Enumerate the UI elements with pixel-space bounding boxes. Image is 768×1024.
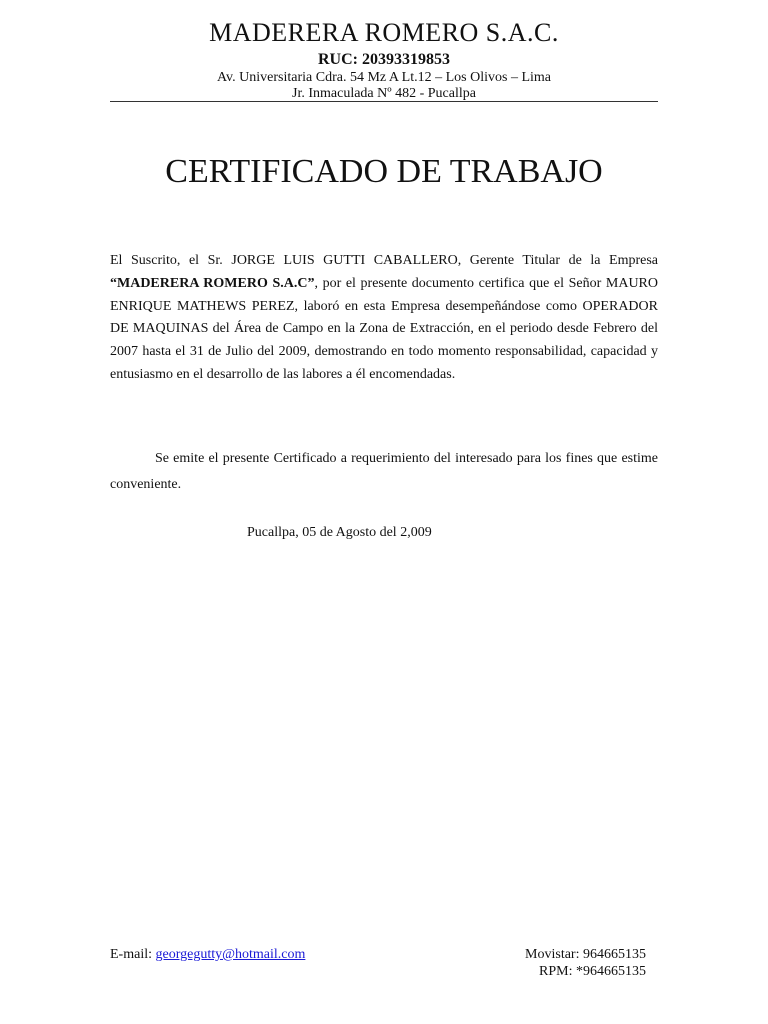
address-line-1: Av. Universitaria Cdra. 54 Mz A Lt.12 – Los Olivos – Lima <box>216 70 551 85</box>
paragraph-content: , por el presente documento certifica que el Señor MAURO ENRIQUE MATHEWS PEREZ, laboró en esta Empresa desempeñándose como OPERADOR DE MAQUINAS del Área de Campo en la Zona de Extracción, en el periodo desde Febrero del 2007 hasta el 31 de Julio del 2009, demostrando en todo momento responsabilidad, capacidad y entusiasmo en el desarrollo de las labores a él encomendadas. <box>110 275 658 382</box>
place-date: Pucallpa, 05 de Agosto del 2,009 <box>247 525 432 540</box>
certificate-paragraph <box>110 250 658 387</box>
letterhead <box>110 16 658 102</box>
rpm-phone: RPM: *964665135 <box>539 964 646 979</box>
movistar-phone: Movistar: 964665135 <box>525 947 646 962</box>
ruc-number: RUC: 20393319853 <box>318 51 450 68</box>
address-line-2: Jr. Inmaculada Nº 482 - Pucallpa <box>292 86 476 101</box>
email-link[interactable]: georgegutty@hotmail.com <box>155 947 306 962</box>
header-divider <box>110 101 658 102</box>
document-title: CERTIFICADO DE TRABAJO <box>165 153 603 190</box>
closing-paragraph: Se emite el presente Certificado a requerimiento del interesado para los fines que estime conveniente. <box>110 451 658 492</box>
paragraph-intro: El Suscrito, el Sr. JORGE LUIS GUTTI CABALLERO, Gerente Titular de la Empresa <box>110 253 658 268</box>
email-label: E-mail: <box>110 947 156 962</box>
company-name: MADERERA ROMERO S.A.C. <box>209 18 559 47</box>
company-emphasis: “MADERERA ROMERO S.A.C” <box>110 275 315 291</box>
footer-email <box>110 946 305 964</box>
footer-phones <box>525 946 646 980</box>
